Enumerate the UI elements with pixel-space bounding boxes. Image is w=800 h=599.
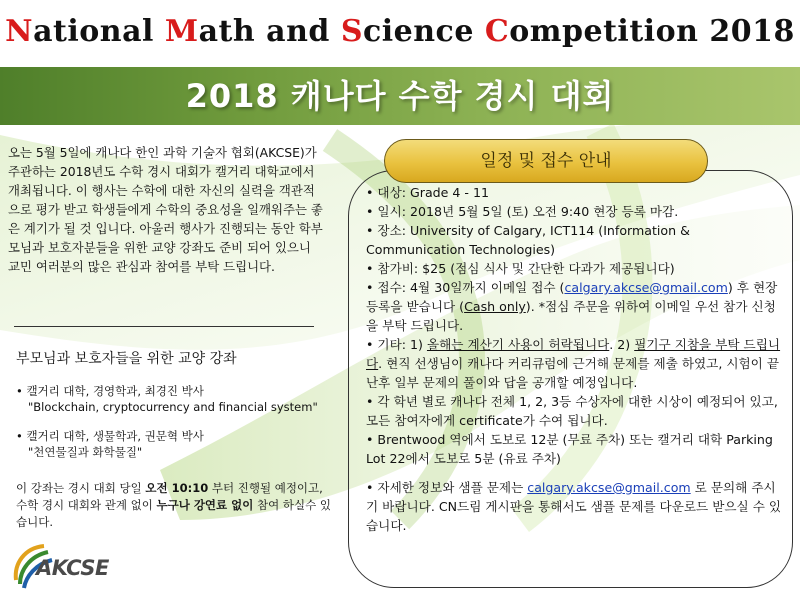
title-part-3: cience (363, 14, 485, 49)
banner-title: 2018 캐나다 수학 경시 대회 (185, 77, 615, 115)
title-part-4: ompetition 2018 (509, 14, 795, 49)
lecture-item (16, 428, 334, 460)
info-fee: • 참가비: $25 (점심 식사 및 간단한 다과가 제공됩니다) (366, 261, 675, 276)
lecture-note (16, 480, 334, 531)
info-etc-text: . 2) (609, 337, 635, 352)
title-letter-n: N (5, 14, 34, 49)
intro-paragraph: 오는 5월 5일에 캐나다 한인 과학 기술자 협회(AKCSE)가 주관하는 2018년도 수학 경시 대회가 캘거리 대학교에서 개최됩니다. 이 행사는 수학에 대한 자신의 실력을 객관적으로 평가 받고 학생들에게 수학의 중요성을 일깨워주는 좋은 계기가 될 것 입니다. 아울러 행사가 진행되는 동안 학부모님과 보호자분들을 위한 교양 강좌도 준비 되어 있으니 교민 여러분의 많은 관심과 참여를 부탁 드립니다. (8, 145, 323, 274)
intro-section (8, 143, 326, 276)
info-contact-text: 로 문의해 주시기 바랍니다. CN드림 게시판을 통해서도 샘플 문제를 다운로드 받으실 수 있습니다. (366, 480, 782, 533)
title-part-2: ath and (198, 14, 341, 49)
info-registration-text: • 접수: 4월 30일까지 이메일 접수 ( (366, 280, 565, 295)
lecture-free-note: 누구나 강연료 없이 (156, 498, 254, 512)
title-letter-m: M (164, 14, 199, 49)
title-banner (0, 67, 800, 125)
lecture-speaker: • 캘거리 대학, 경영학과, 최경진 박사 (16, 384, 204, 398)
registration-email-link[interactable]: calgary.akcse@gmail.com (564, 280, 728, 295)
contact-email-link[interactable]: calgary.akcse@gmail.com (527, 480, 691, 495)
lecture-topic: "천연물질과 화학물질" (28, 445, 143, 459)
cash-only-note: Cash only (464, 299, 526, 314)
lecture-note-text: 이 강좌는 경시 대회 당일 (16, 481, 146, 495)
writing-tools-note: 필기구 지참을 부탁 드립니다 (366, 337, 781, 371)
logo-text: AKCSE (36, 556, 109, 580)
schedule-info-list (366, 183, 786, 535)
lecture-item (16, 383, 334, 415)
info-etc-text: . 현직 선생님이 캐나다 커리큐럼에 근거해 문제를 제출 하였고, 시험이 끝난후 일부 문제의 풀이와 답을 공개할 예정입니다. (366, 356, 780, 390)
info-etc (366, 335, 786, 392)
page-title (0, 14, 800, 49)
info-registration-text: ) 후 현장 등록을 받습니다 ( (366, 280, 778, 314)
lecture-topic: "Blockchain, cryptocurrency and financial system" (28, 400, 318, 414)
info-place: • 장소: University of Calgary, ICT114 (Information & Communication Technologies) (366, 223, 690, 257)
lecture-time: 오전 10:10 (145, 481, 209, 495)
info-contact (366, 478, 786, 535)
info-etc-text: • 기타: 1) (366, 337, 427, 352)
lecture-note-text: 부터 진행될 예정이고, 수학 경시 대회와 관계 없이 (16, 481, 323, 512)
info-target: • 대상: Grade 4 - 11 (366, 185, 489, 200)
lecture-note-text: 참여 하실수 있습니다. (16, 498, 331, 529)
lecture-list (16, 383, 334, 473)
lecture-section-title: 부모님과 보호자들을 위한 교양 강좌 (16, 351, 237, 367)
title-letter-s: S (340, 14, 363, 49)
info-datetime: • 일시: 2018년 5월 5일 (토) 오전 9:40 현장 등록 마감. (366, 204, 679, 219)
title-part-1: ational (33, 14, 165, 49)
schedule-title: 일정 및 접수 안내 (384, 139, 708, 183)
title-letter-c: C (484, 14, 510, 49)
calculator-note: 올해는 계산기 사용이 허락됩니다 (426, 337, 610, 352)
info-parking: • Brentwood 역에서 도보로 12분 (무료 주차) 또는 캘거리 대학 Parking Lot 22에서 도보로 5분 (유료 주차) (366, 432, 773, 466)
section-divider (14, 326, 314, 327)
info-registration-text: ). *점심 주문을 위하여 이메일 우선 참가 신청을 부탁 드립니다. (366, 299, 776, 333)
akcse-logo (10, 540, 120, 590)
lecture-speaker: • 캘거리 대학, 생물학과, 권문혁 박사 (16, 429, 204, 443)
info-registration (366, 278, 786, 335)
info-contact-text: • 자세한 정보와 샘플 문제는 (366, 480, 528, 495)
info-awards: • 각 학년 별로 캐나다 전체 1, 2, 3등 수상자에 대한 시상이 예정되어 있고, 모든 참여자에게 certificate가 수여 됩니다. (366, 394, 778, 428)
